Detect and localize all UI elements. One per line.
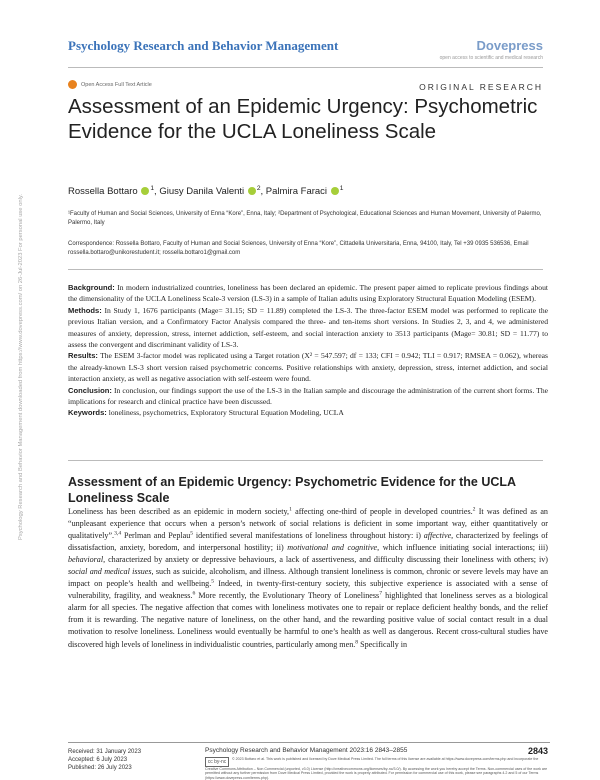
body-text-italic: social and medical issues [68, 567, 152, 577]
footer-citation: Psychology Research and Behavior Management 2023:16 2843–2855 [205, 747, 408, 754]
watermark-text: Psychology Research and Behavior Management downloaded from https://www.dovepress.com/ on 26-Jul-2023 For personal use only. [18, 194, 24, 540]
citation-link[interactable]: 6 [192, 590, 196, 597]
download-watermark [18, 130, 32, 550]
received-date: Received: 31 January 2023 [68, 749, 142, 755]
abstract-text: loneliness, psychometrics, Exploratory Structural Equation Modeling, UCLA [108, 408, 344, 418]
open-access-label: Open Access Full Text Article [81, 81, 152, 88]
abstract-text: The ESEM 3-factor model was replicated using a Target rotation (X² = 547.597; df = 133; CFI = 0.942; TLI = 0.917; RMSEA = 0.062), whereas the already-known LS-3 short version raised psychometric concerns. Positive relationships with anxiety, depression, stress, internet addiction, and social interaction anxiety, as well as negative association with self-esteem were found. [68, 351, 548, 384]
body-text-italic: motivational and cognitive [287, 543, 378, 553]
citation-link[interactable]: 5 [211, 578, 215, 585]
body-text-run: Perlman and Peplau [121, 531, 191, 541]
abstract-text: In modern industrialized countries, loneliness has been declared an epidemic. The present paper aimed to replicate previous findings about the dimensionality of the UCLA Loneliness Scale-3 version (LS-3) in a sample of Italian adults using Exploratory Structural Equation Modeling (ESEM). [68, 283, 549, 304]
published-date: Published: 26 July 2023 [68, 765, 132, 771]
author-list: Rossella Bottaro $^1$, Giusy Danila Valenti $^2$, Palmira Faraci $^1$ [68, 184, 344, 197]
open-access-icon [68, 80, 77, 89]
body-text-run: Indeed, in twenty-first-century society, this subjective experience is associated with a sense of vulnerability, fragility, and weakness. [68, 579, 548, 601]
body-text-run: , such as suicide, alcoholism, and illness. Although transient loneliness is common, chronic or severe levels may have an impact on people’s health and wellbeing. [68, 567, 548, 589]
body-paragraph [68, 506, 548, 651]
author-affiliation-mark: 1 [339, 184, 344, 192]
citation-link[interactable]: 8 [355, 638, 359, 645]
publisher-logo[interactable]: Dovepress [476, 38, 543, 53]
orcid-icon[interactable] [331, 187, 339, 195]
body-text-run: highlighted that loneliness serves as a biological alarm for all species. The negative affection that comes with loneliness motivates one to repair or replace deficient healthy bonds, and the relief from it is rewarding. The negative nature of loneliness, on the other hand, and the rewarding positive value of social contact result in a dual motivation to resolve loneliness. Loneliness would eventually be harmful to one’s health as well as dangerous. Recent cross-cultural studies have discovered high levels of loneliness in individualistic countries, particularly among men. [68, 591, 548, 649]
publisher-tagline: open access to scientific and medical research [439, 55, 543, 61]
body-text-italic: behavioral [68, 555, 104, 565]
citation-link[interactable]: 7 [379, 590, 383, 597]
abstract-text: In conclusion, our findings support the use of the LS-3 in the Italian sample and discourage the administration of the current short forms. The implications for research and clinical practice have been discussed. [68, 385, 548, 407]
body-text-run: identified several manifestations of loneliness throughout history: i) [193, 531, 424, 541]
body-text-run: Specifically in [358, 639, 408, 649]
abstract-conclusion [68, 385, 548, 408]
abstract-label: Methods: [68, 305, 102, 315]
page-number: 2843 [527, 746, 548, 756]
license-text: © 2023 Bottaro et al. This work is published and licensed by Dove Medical Press Limited. The full terms of this license are available at https://www.dovepress.com/terms.php and incorporate the Creative Commons Attribution – Non Commercial (unported, v3.0) License (http://creativecommons.org/licenses/by-nc/3.0/). By accessing the work you hereby accept the Terms. Non-commercial uses of the work are permitted without any further permission from Dove Medical Press Limited, provided the work is properly attributed. For permission for commercial use of this work, please see paragraphs 4.2 and 5 of our Terms (https://www.dovepress.com/terms.php). [205, 757, 548, 780]
abstract-label: Results: [68, 351, 98, 361]
correspondence: Correspondence: Rossella Bottaro, Faculty of Human and Social Sciences, University of Enna “Kore”, Cittadella Universitaria, Enna, 94100, Italy, Tel +39 0935 536536, Email rossella.bottaro@unikorestudent.it; rossella.bottaro1@gmail.com [68, 241, 529, 256]
abstract-background [68, 282, 548, 305]
author-affiliation-mark: 1 [150, 184, 155, 192]
body-text [68, 506, 548, 651]
body-text-run: More recently, the Evolutionary Theory of Loneliness [195, 591, 380, 601]
section-heading: Assessment of an Epidemic Urgency: Psychometric Evidence for the UCLA Loneliness Scale [68, 475, 516, 505]
abstract-bottom-divider [68, 460, 543, 461]
abstract-top-divider [68, 269, 543, 270]
body-text-run: , characterized by feelings of dissatisfaction, anxiety, boredom, and interpersonal hostility; ii) [68, 531, 548, 553]
body-text-run: affecting one-third of people in developed countries. [291, 507, 473, 516]
body-text-run: , characterized by anxiety or depressive behaviours, a lack of assertiveness, and difficulty discussing their loneliness with others; iv) [103, 555, 548, 565]
affiliations: ¹Faculty of Human and Social Sciences, University of Enna “Kore”, Enna, Italy; ²Department of Psychological, Educational Sciences and Human Movement, University of Palermo, Palermo, Italy [68, 211, 542, 226]
citation-link[interactable]: 5 [190, 530, 194, 537]
abstract-label: Keywords: [68, 408, 107, 418]
abstract-label: Conclusion: [68, 385, 112, 395]
cc-license-icon[interactable]: cc by-nc [205, 757, 229, 767]
citation-link[interactable]: 2 [472, 506, 476, 513]
abstract-methods [68, 305, 548, 351]
author-affiliation-mark: 2 [256, 184, 261, 192]
article-type: ORIGINAL RESEARCH [419, 82, 543, 92]
accepted-date: Accepted: 6 July 2023 [68, 757, 128, 763]
footer-divider [68, 742, 550, 743]
body-text-run: It was defined as an “unpleasant experience that occurs when a person’s network of social relations is deficient in some important way, either quantitatively or qualitatively”. [68, 507, 548, 541]
abstract-keywords [68, 407, 548, 418]
author-name[interactable]: Giusy Danila Valenti [159, 186, 245, 197]
body-text-italic: affective [423, 531, 452, 541]
orcid-icon[interactable] [248, 187, 256, 195]
header-divider [68, 67, 543, 68]
abstract-text: In Study 1, 1676 participants (Mage= 31.15; SD = 11.89) completed the LS-3. The three-factor ESEM model was performed to replicate the previous Italian version, and a Confirmatory Factor Analysis compared the three- and ten-items short versions. In Studies 2, 3, and 4, we administered measures of anxiety, depression, stress, internet addiction, self-esteem, and social interaction anxiety to 3513 participants (Mage= 30.81; SD = 11.77) to assess the convergent and discriminant validity of LS-3. [68, 305, 549, 350]
author-name[interactable]: Rossella Bottaro [68, 186, 138, 197]
article-title: Assessment of an Epidemic Urgency: Psychometric Evidence for the UCLA Loneliness Scale [68, 95, 538, 143]
abstract-results [68, 350, 548, 384]
license-block [205, 757, 548, 780]
open-access-badge [68, 80, 152, 89]
citation-link[interactable]: 3,4 [114, 530, 122, 537]
abstract [68, 282, 548, 419]
author-name[interactable]: Palmira Faraci [265, 186, 328, 197]
body-text-run: , which influence initiating social interactions; iii) [377, 543, 548, 553]
body-text-run: Loneliness has been described as an epidemic in modern society, [68, 507, 290, 516]
article-dates [68, 748, 141, 772]
abstract-label: Background: [68, 283, 115, 292]
journal-name[interactable]: Psychology Research and Behavior Management [68, 38, 339, 53]
citation-link[interactable]: 1 [289, 506, 292, 513]
orcid-icon[interactable] [141, 187, 149, 195]
